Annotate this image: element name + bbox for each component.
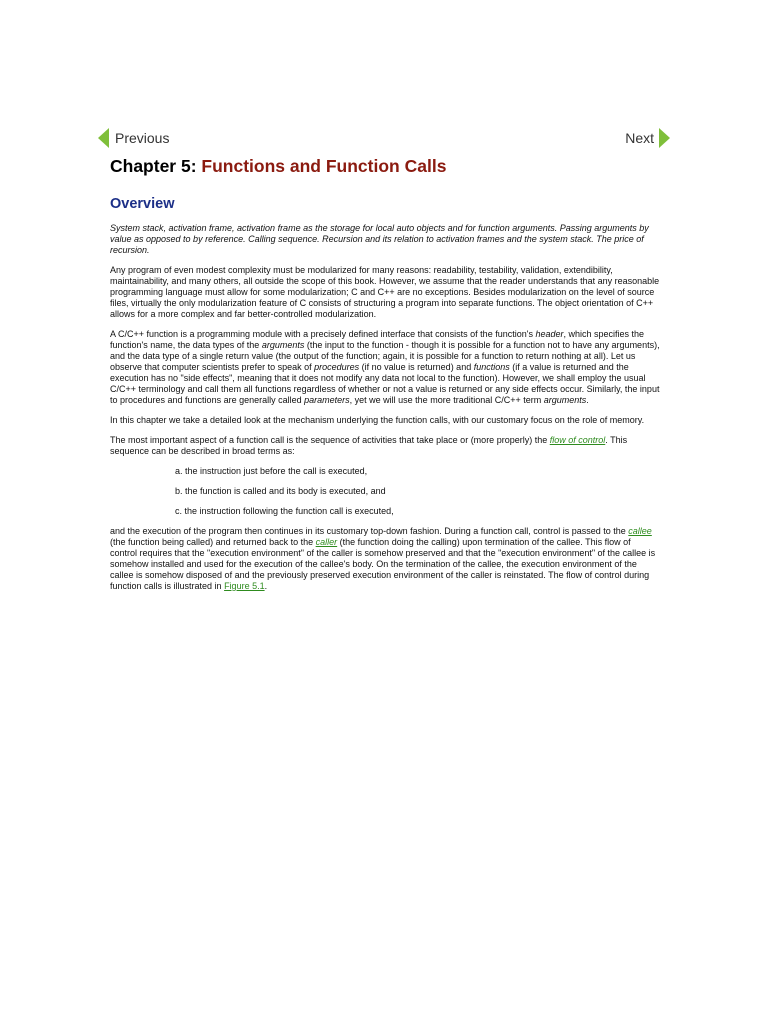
paragraph-modularization: Any program of even modest complexity must be modularized for many reasons: readability, testability, validation, extendibility, maintainability, and many others, all outside the scope of this book. However, we assume that the reader understands that any reasonable programming language must allow for some modularization; C and C++ are no exceptions. Besides modularization on the level of source files, virtually the only modularization feature of C consists of structuring a program into separate functions. The object orientation of C++ allows for a more complex and far better-controlled modularization.	[110, 265, 660, 319]
paragraph-chapter-intro: In this chapter we take a detailed look at the mechanism underlying the function calls, with our customary focus on the role of memory.	[110, 415, 645, 425]
next-label: Next	[625, 130, 654, 146]
list-item: a. the instruction just before the call is executed,	[175, 466, 368, 476]
callee-link[interactable]: callee	[628, 526, 652, 536]
navigation-bar	[98, 128, 670, 154]
list-item: b. the function is called and its body is executed, and	[175, 486, 386, 496]
chapter-number: Chapter 5:	[110, 156, 197, 176]
overview-abstract: System stack, activation frame, activation frame as the storage for local auto objects and for function arguments. Passing arguments by value as opposed to by reference. Calling sequence. Recursion and its relation to activation frames and the system stack. The price of recursion.	[110, 223, 649, 255]
paragraph-function-definition: A C/C++ function is a programming module with a precisely defined interface that consists of the function's header, which specifies the function's name, the data types of the arguments (the input to the function - though it is possible for a function not to have any arguments), and the data type of a single return value (the output of the function; again, it is possible for a function to return nothing at all). Let us observe that computer scientists prefer to speak of procedures (if no value is returned) and functions (if a value is returned and the execution has no "side effects", meaning that it does not modify any data not local to the function). However, we shall employ the usual C/C++ terminology and call them all functions regardless of whether or not a value is returned or any side effects occur. Similarly, the input to procedures and functions are generally called parameters, yet we will use the more traditional C/C++ term arguments.	[110, 329, 660, 405]
figure-5-1-link[interactable]: Figure 5.1	[224, 581, 265, 591]
chapter-title	[110, 156, 446, 177]
next-link[interactable]	[625, 128, 670, 148]
arrow-left-icon	[98, 128, 109, 148]
previous-label: Previous	[115, 130, 170, 146]
arrow-right-icon	[659, 128, 670, 148]
paragraph-execution-environment: and the execution of the program then continues in its customary top-down fashion. During a function call, control is passed to the callee (the function being called) and returned back to the caller (the function doing the calling) upon termination of the callee. This flow of control requires that the "execution environment" of the caller is somehow preserved and that the "execution environment" of the callee is somehow installed and used for the execution of the callee's body. On the termination of the callee, the execution environment of the callee is somehow disposed of and the previously preserved execution environment of the caller is reinstated. The flow of control during function calls is illustrated in Figure 5.1.	[110, 526, 656, 591]
caller-link[interactable]: caller	[315, 537, 338, 547]
list-item: c. the instruction following the function call is executed,	[175, 506, 394, 516]
previous-link[interactable]	[98, 128, 169, 148]
chapter-body	[110, 223, 660, 601]
chapter-name: Functions and Function Calls	[201, 156, 447, 176]
flow-of-control-link[interactable]: flow of control	[549, 435, 606, 445]
paragraph-flow-of-control: The most important aspect of a function call is the sequence of activities that take place or (more properly) the flow of control. This sequence can be described in broad terms as:	[110, 435, 628, 456]
overview-heading: Overview	[110, 196, 175, 212]
call-sequence-list	[110, 466, 660, 517]
